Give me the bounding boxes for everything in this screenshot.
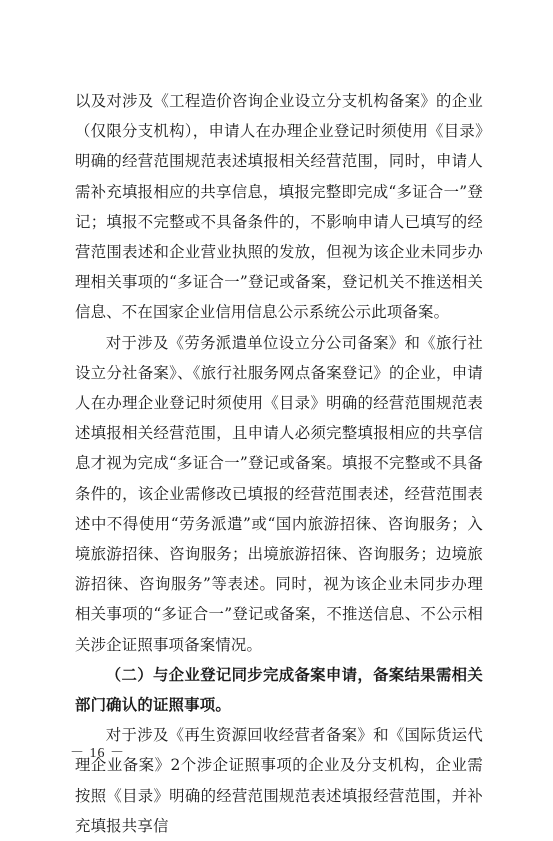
section-heading-2: （二）与企业登记同步完成备案申请，备案结果需相关部门确认的证照事项。 (75, 665, 483, 715)
page-number: － 16 － (70, 746, 125, 761)
paragraph-labor-dispatch-travel: 对于涉及《劳务派遣单位设立分公司备案》和《旅行社设立分社备案》、《旅行社服务网点备案登记》的企业，申请人在办理企业登记时须使用《目录》明确的经营范围规范表述填报相关经营范围，且申请人必须完整填报相应的共享信息才视为完成“多证合一”登记或备案。填报不完整或不具备条件的，该企业需修改已填报的经营范围表述，经营范围表述中不得使用“劳务派遣”或“国内旅游招徕、咨询服务；入境旅游招徕、咨询服务；出境旅游招徕、咨询服务；边境旅游招徕、咨询服务”等表述。同时，视为该企业未同步办理相关事项的“多证合一”登记或备案，不推送信息、不公示相关涉企证照事项备案情况。 (75, 333, 483, 654)
paragraph-continuation: 以及对涉及《工程造价咨询企业设立分支机构备案》的企业（仅限分支机构），申请人在办理企业登记时须使用《目录》明确的经营范围规范表述填报相关经营范围，同时，申请人需补充填报相应的共享信息，填报完整即完成“多证合一”登记；填报不完整或不具备条件的，不影响申请人已填写的经营范围表述和企业营业执照的发放，但视为该企业未同步办理相关事项的“多证合一”登记或备案，登记机关不推送相关信息、不在国家企业信用信息公示系统公示此项备案。 (75, 92, 483, 322)
paragraph-recycling-freight: 对于涉及《再生资源回收经营者备案》和《国际货运代理企业备案》2个涉企证照事项的企业及分支机构，企业需按照《目录》明确的经营范围规范表述填报经营范围，并补充填报共享信 (75, 726, 483, 835)
body-text (75, 86, 483, 841)
